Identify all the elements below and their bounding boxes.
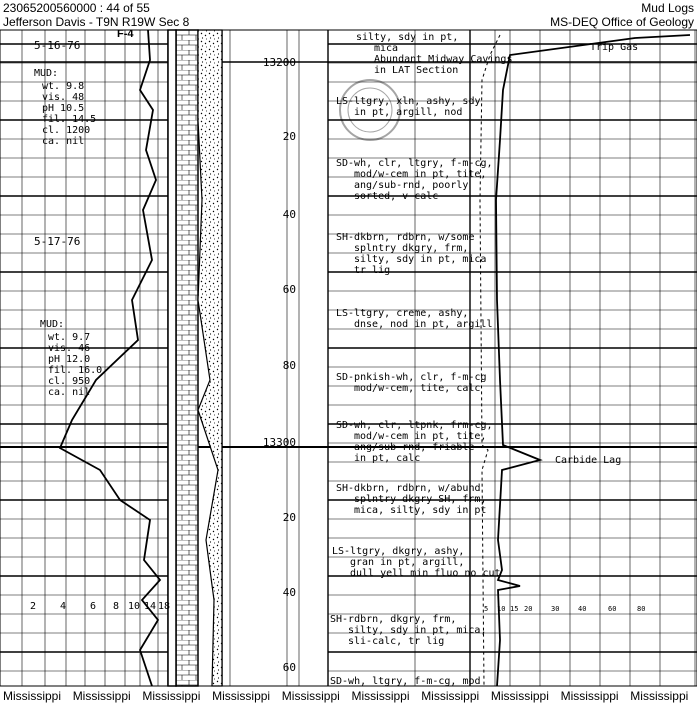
well-id: 23065200560000 : 44 of 55 bbox=[3, 1, 150, 15]
gas-scale-tick: 20 bbox=[524, 605, 533, 613]
mud-report-1 bbox=[34, 68, 96, 147]
depth-label: 20 bbox=[282, 130, 296, 143]
gas-scale-tick: 60 bbox=[608, 605, 617, 613]
description-line: mod/w-cem, tite, calc bbox=[354, 383, 481, 394]
description-line: silty, sdy in pt, mica bbox=[354, 254, 487, 265]
description-line: silty, sdy in pt, mica, bbox=[348, 625, 487, 636]
mud-report-row: fil. 14.5 bbox=[42, 114, 97, 125]
gas-scale-tick: 40 bbox=[578, 605, 587, 613]
description-line: mod/w-cem in pt, tite, bbox=[354, 169, 487, 180]
description-line: SD-wh, clr, ltgry, f-m-cg, bbox=[336, 158, 493, 169]
watermark-label: Mississippi bbox=[212, 689, 271, 703]
annotations bbox=[555, 42, 638, 466]
trip-gas-label: Trip Gas bbox=[590, 42, 639, 53]
mud-report-row: vis. 46 bbox=[48, 343, 91, 354]
description-line: in LAT Section bbox=[374, 65, 459, 76]
description-line: SD-wh, clr, ltpnk, frm-cg, bbox=[336, 420, 493, 431]
watermark-label: Mississippi bbox=[351, 689, 410, 703]
drill-rate-scale-tick: 14 bbox=[144, 601, 157, 612]
description-line: tr lig bbox=[354, 265, 391, 276]
depth-label: 60 bbox=[282, 283, 296, 296]
description-line: LS-ltgry, dkgry, ashy, bbox=[332, 546, 465, 557]
depth-label: 13300 bbox=[262, 436, 296, 449]
description-line: splntry dkgry, frm, bbox=[354, 243, 469, 254]
description-line: LS-ltgry, creme, ashy, bbox=[336, 308, 469, 319]
date-2: 5-17-76 bbox=[34, 235, 81, 248]
description-line: SH-rdbrn, dkgry, frm, bbox=[330, 614, 457, 625]
chromatograph-curve bbox=[480, 35, 500, 686]
description-line: SH-dkbrn, rdbrn, w/some bbox=[336, 232, 475, 243]
log-type: Mud Logs bbox=[641, 1, 694, 15]
mud-report-title: MUD: bbox=[40, 319, 65, 330]
log-curves bbox=[60, 30, 690, 686]
watermark-label: Mississippi bbox=[72, 689, 131, 703]
drill-rate-scale-tick: 4 bbox=[60, 601, 67, 612]
drill-rate-scale-tick: 10 bbox=[128, 601, 141, 612]
gas-scale-tick: 80 bbox=[637, 605, 646, 613]
cement-edge bbox=[168, 30, 176, 686]
limestone-strip bbox=[176, 30, 198, 686]
drill-rate-scale-tick: 8 bbox=[113, 601, 120, 612]
mud-report-row: ca. nil bbox=[48, 387, 91, 398]
mud-report-title: MUD: bbox=[34, 68, 59, 79]
gas-curve bbox=[496, 35, 690, 686]
description-line: ang/sub-rnd, poorly bbox=[354, 180, 469, 191]
depth-scale bbox=[263, 56, 296, 674]
log-grid bbox=[0, 30, 697, 686]
description-line: silty, sdy in pt, bbox=[356, 32, 459, 43]
description-line: sli-calc, tr lig bbox=[348, 636, 445, 647]
description-line: sorted, v-calc bbox=[354, 191, 439, 202]
watermark-label: Mississippi bbox=[490, 689, 549, 703]
watermark-label: Mississippi bbox=[421, 689, 480, 703]
mud-report-row: pH 12.0 bbox=[48, 354, 91, 365]
drill-rate-scale-tick: 18 bbox=[158, 601, 171, 612]
description-line: mica, silty, sdy in pt bbox=[354, 505, 487, 516]
description-line: SD-wh, ltgry, f-m-cg, mod bbox=[330, 676, 481, 687]
track-labels bbox=[30, 28, 645, 613]
description-line: ang/sub-rnd, friable bbox=[354, 442, 475, 453]
mud-report-row: cl. 1200 bbox=[42, 125, 91, 136]
description-line: mod/w-cem in pt, tite, bbox=[354, 431, 487, 442]
gas-scale-tick: 10 bbox=[497, 605, 506, 613]
gas-scale-tick: 5 bbox=[484, 605, 489, 613]
watermark-label: Mississippi bbox=[142, 689, 201, 703]
description-line: dull yell min fluo no cut bbox=[350, 568, 501, 579]
description-line: LS-ltgry, xln, ashy, sdy bbox=[336, 96, 481, 107]
well-location: Jefferson Davis - T9N R19W Sec 8 bbox=[3, 15, 190, 29]
date-1: 5-16-76 bbox=[34, 39, 81, 52]
description-line: SH-dkbrn, rdbrn, w/abund bbox=[336, 483, 481, 494]
description-line: gran in pt, argill, bbox=[350, 557, 465, 568]
depth-label: 80 bbox=[282, 359, 296, 372]
gas-scale-tick: 15 bbox=[510, 605, 519, 613]
description-line: splntry dkgry SH, frm, bbox=[354, 494, 487, 505]
mud-report-row: fil. 16.0 bbox=[48, 365, 103, 376]
agency: MS-DEQ Office of Geology bbox=[550, 15, 694, 29]
drill-rate-label: F-4 bbox=[117, 28, 134, 40]
depth-label: 40 bbox=[282, 208, 296, 221]
carbide-lag-label: Carbide Lag bbox=[555, 455, 622, 466]
mud-report-row: pH 10.5 bbox=[42, 103, 85, 114]
sand-strip bbox=[198, 30, 222, 686]
lithology-descriptions bbox=[330, 32, 512, 687]
watermark-label: Mississippi bbox=[3, 689, 62, 703]
watermark-label: Mississippi bbox=[560, 689, 619, 703]
description-line: SD-pnkish-wh, clr, f-m-cg bbox=[336, 372, 487, 383]
lithology-column bbox=[168, 30, 222, 686]
mud-report-row: wt. 9.7 bbox=[48, 332, 91, 343]
description-line: mica bbox=[374, 43, 399, 54]
depth-label: 40 bbox=[282, 586, 296, 599]
description-line: in pt, calc bbox=[354, 453, 421, 464]
description-line: dnse, nod in pt, argill bbox=[354, 319, 493, 330]
depth-label: 60 bbox=[282, 661, 296, 674]
description-line: in pt, argill, nod bbox=[354, 107, 463, 118]
drill-rate-scale-tick: 2 bbox=[30, 601, 37, 612]
mud-report-row: vis. 48 bbox=[42, 92, 85, 103]
mud-report-row: ca. nil bbox=[42, 136, 85, 147]
depth-label: 13200 bbox=[262, 56, 296, 69]
depth-label: 20 bbox=[282, 511, 296, 524]
drill-rate-scale-tick: 6 bbox=[90, 601, 97, 612]
mud-report-row: cl. 950 bbox=[48, 376, 91, 387]
mud-report-row: wt. 9.8 bbox=[42, 81, 85, 92]
description-line: Abundant Midway Cavings bbox=[374, 54, 513, 65]
gas-scale-tick: 30 bbox=[551, 605, 560, 613]
watermark-label: Mississippi bbox=[630, 689, 689, 703]
watermark-label: Mississippi bbox=[281, 689, 340, 703]
